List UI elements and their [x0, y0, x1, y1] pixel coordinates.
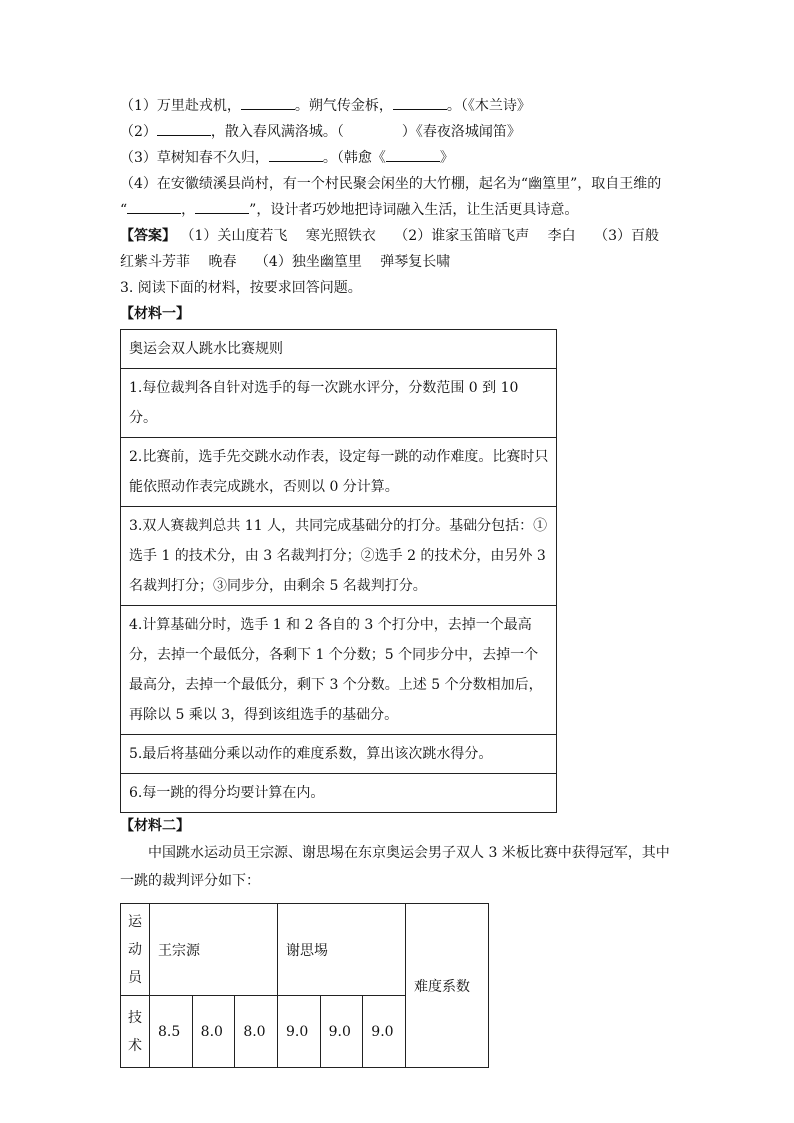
q4-text-a: “	[120, 202, 128, 218]
q1-text-a: （1）万里赴戎机，	[120, 98, 241, 114]
tech-header	[121, 996, 150, 1068]
q1-blank-2[interactable]	[393, 108, 447, 110]
rules-table	[120, 329, 557, 813]
tech-header-char-2: 术	[128, 1037, 142, 1054]
athlete1-name: 王宗源	[150, 904, 278, 996]
athlete-header	[121, 904, 150, 996]
question3-prompt: 3. 阅读下面的材料，按要求回答问题。	[120, 280, 362, 296]
tech-header-char-1: 技	[128, 1009, 142, 1026]
poem-q2	[120, 119, 680, 145]
difficulty-header: 难度系数	[406, 904, 489, 1068]
rules-title: 奥运会双人跳水比赛规则	[121, 330, 557, 369]
tech-score-3: 8.0	[235, 996, 278, 1068]
q4-text-b: ，	[181, 202, 196, 218]
answer-q1: （1）关山度若飞	[180, 228, 288, 244]
answer-q3: （3）百般	[594, 228, 660, 244]
rule-2: 2.比赛前，选手先交跳水动作表，设定每一跳的动作难度。比赛时只能依照动作表完成跳水，否则以 0 分计算。	[121, 438, 557, 507]
rule-6: 6.每一跳的得分均要计算在内。	[121, 774, 557, 813]
athlete2-name: 谢思埸	[277, 904, 405, 996]
tech-score-2: 8.0	[192, 996, 235, 1068]
q2-text-b: ，散入春风满洛城。（	[210, 124, 344, 140]
score-table	[120, 903, 489, 1068]
q1-blank-1[interactable]	[241, 108, 295, 110]
answer-label: 【答案】	[120, 228, 176, 244]
tech-score-6: 9.0	[363, 996, 406, 1068]
q2-text-c: ）《春夜洛城闻笛》	[401, 124, 521, 140]
rule-3: 3.双人赛裁判总共 11 人，共同完成基础分的打分。基础分包括：①选手 1 的技术分，由 3 名裁判打分；②选手 2 的技术分，由另外 3 名裁判打分；③同步分，由剩余 5 名裁判打分。	[121, 507, 557, 606]
rule-4: 4.计算基础分时，选手 1 和 2 各自的 3 个打分中，去掉一个最高分，去掉一个最低分，各剩下 1 个分数；5 个同步分中，去掉一个最高分，去掉一个最低分，剩下 3 个分数。上述 5 个分数相加后，再除以 5 乘以 3，得到该组选手的基础分。	[121, 606, 557, 735]
answer-line2b: 晚春	[208, 254, 237, 270]
tech-score-4: 9.0	[277, 996, 320, 1068]
rule-5: 5.最后将基础分乘以动作的难度系数，算出该次跳水得分。	[121, 735, 557, 774]
q4-blank-1[interactable]	[127, 212, 181, 214]
answer-q4: （4）独坐幽篁里	[254, 254, 362, 270]
answer-q1b: 寒光照铁衣	[305, 228, 376, 244]
answer-q2b: 李白	[547, 228, 576, 244]
poem-q1	[120, 93, 680, 119]
q3-text-a: （3）草树知春不久归，	[120, 150, 269, 166]
poem-q3	[120, 145, 680, 171]
athlete-header-char-2: 动	[128, 941, 142, 958]
material2-label: 【材料二】	[120, 818, 190, 834]
answer-line2a: 红紫斗芳菲	[120, 254, 190, 270]
q1-text-c: 。（《木兰诗》	[446, 98, 531, 114]
answer-line-1	[120, 223, 680, 249]
tech-score-1: 8.5	[150, 996, 193, 1068]
answer-line-2	[120, 249, 680, 275]
rule-1: 1.每位裁判各自针对选手的每一次跳水评分，分数范围 0 到 10 分。	[121, 369, 557, 438]
exam-page	[120, 93, 680, 1068]
athlete-header-char-1: 运	[128, 913, 142, 930]
material2-text: 中国跳水运动员王宗源、谢思埸在东京奥运会男子双人 3 米板比赛中获得冠军，其中一跳的裁判评分如下：	[120, 845, 670, 889]
athlete-header-char-3: 员	[128, 969, 142, 986]
answer-q2: （2）谁家玉笛暗飞声	[394, 228, 530, 244]
q2-blank-1[interactable]	[157, 134, 211, 136]
q4-text-c: ”，设计者巧妙地把诗词融入生活，让生活更具诗意。	[249, 202, 579, 218]
q3-blank-1[interactable]	[269, 160, 323, 162]
material1-label: 【材料一】	[120, 306, 190, 322]
tech-score-5: 9.0	[320, 996, 363, 1068]
q3-text-c: 》	[439, 150, 454, 166]
poem-q4-line1: （4）在安徽绩溪县尚村，有一个村民聚会闲坐的大竹棚，起名为“幽篁里”，取自王维的	[120, 176, 662, 192]
q3-text-b: 。（韩愈《	[322, 150, 386, 166]
answer-q4b: 弹琴复长啸	[380, 254, 451, 270]
q4-blank-2[interactable]	[195, 212, 249, 214]
q2-text-a: （2）	[120, 124, 157, 140]
poem-q4-line2	[120, 197, 680, 223]
q3-blank-2[interactable]	[386, 160, 440, 162]
q1-text-b: 。朔气传金柝，	[294, 98, 393, 114]
